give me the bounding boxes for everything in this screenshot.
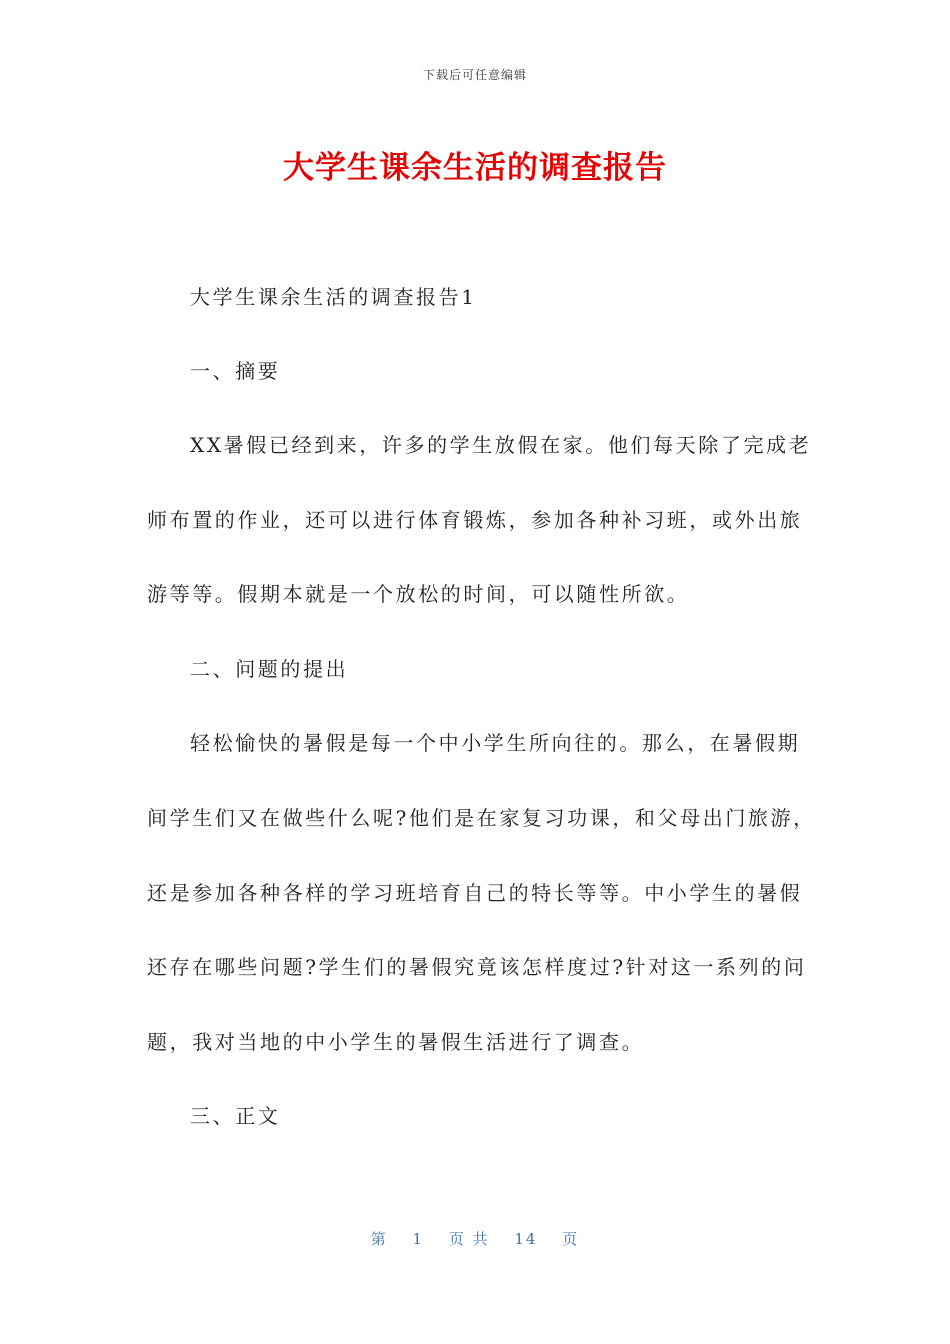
paragraph-line: 轻松愉快的暑假是每一个中小学生所向往的。那么，在暑假期 xyxy=(190,731,801,755)
paragraph-line: 题，我对当地的中小学生的暑假生活进行了调查。 xyxy=(147,1030,645,1054)
paragraph-line: 间学生们又在做些什么呢?他们是在家复习功课，和父母出门旅游， xyxy=(147,806,816,830)
page-footer xyxy=(0,1228,950,1249)
page-label: 第 xyxy=(370,1230,388,1248)
paragraph-line: 游等等。假期本就是一个放松的时间，可以随性所欲。 xyxy=(147,582,690,606)
total-label: 页 共 xyxy=(448,1230,490,1248)
page-number: 1 xyxy=(412,1230,425,1248)
paragraph-line: 师布置的作业，还可以进行体育锻炼，参加各种补习班，或外出旅 xyxy=(147,508,803,532)
document-title: 大学生课余生活的调查报告 xyxy=(283,150,667,186)
header-note: 下载后可任意编辑 xyxy=(422,68,527,82)
paragraph-line: XX暑假已经到来，许多的学生放假在家。他们每天除了完成老 xyxy=(190,433,812,457)
heading-problem: 二、问题的提出 xyxy=(190,657,349,681)
section-subtitle: 大学生课余生活的调查报告1 xyxy=(190,285,477,309)
paragraph-line: 还是参加各种各样的学习班培育自己的特长等等。中小学生的暑假 xyxy=(147,881,803,905)
total-pages: 14 xyxy=(514,1230,538,1248)
heading-body: 三、正文 xyxy=(190,1104,281,1128)
paragraph-line: 还存在哪些问题?学生们的暑假究竟该怎样度过?针对这一系列的问 xyxy=(147,955,807,979)
page-suffix: 页 xyxy=(562,1230,580,1248)
heading-abstract: 一、摘要 xyxy=(190,359,281,383)
